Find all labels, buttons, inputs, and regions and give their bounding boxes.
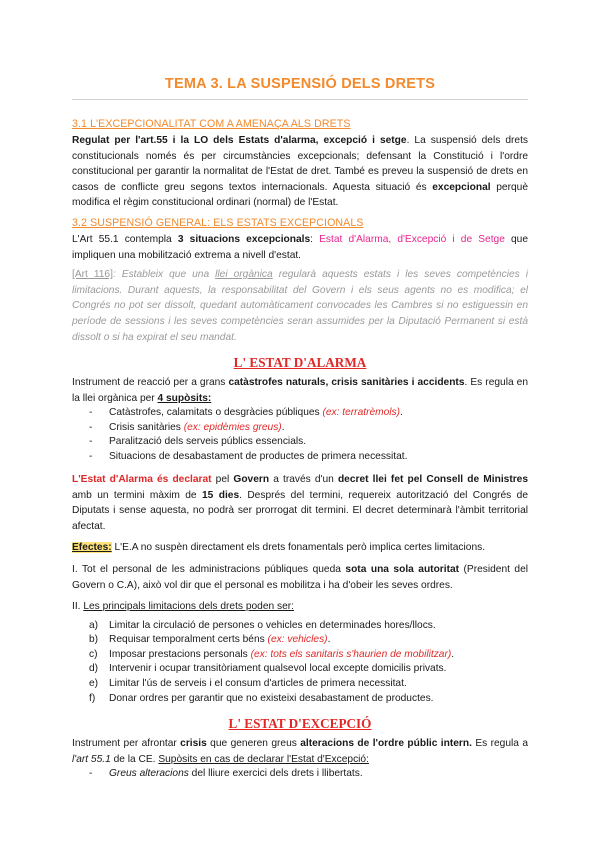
- bold-term: decret llei fet pel Consell de Ministres: [337, 473, 529, 485]
- text-run: . Després del termini, requereix autorització del Congrés de Diputats i sense aquesta, no podrà ser prorrogat dit termini. El decret determinarà l'àmbit territorial afectat.: [72, 489, 528, 532]
- item-text: Limitar la circulació de persones o vehicles en determinades hores/llocs.: [109, 619, 436, 631]
- text-run: :: [310, 233, 320, 245]
- text-run: Instrument de reacció per a grans: [72, 377, 229, 389]
- text-run: pel: [211, 473, 234, 485]
- list-item: [89, 633, 528, 648]
- list-item: [89, 619, 528, 634]
- text-run: amb un termini màxim de: [72, 489, 202, 501]
- list-item: [89, 648, 528, 663]
- item-example: (ex: epidèmies greus): [183, 421, 282, 433]
- item-label: d): [89, 663, 99, 675]
- text-run: Es regula a: [471, 738, 528, 750]
- bold-term: catàstrofes naturals, crisis sanitàries i accidents: [228, 377, 465, 389]
- paragraph-ii: [72, 599, 528, 615]
- red-term: L'Estat d'Alarma: [72, 473, 157, 485]
- bold-term: excepcional: [432, 181, 491, 193]
- limits-label: Les principals limitacions dels drets poden ser:: [83, 601, 294, 613]
- document-page: [72, 76, 528, 782]
- text-run: .: [451, 648, 455, 660]
- item-text: Imposar prestacions personals: [109, 648, 251, 660]
- page-title: TEMA 3. LA SUSPENSIÓ DELS DRETS: [72, 76, 528, 100]
- article-ref: l'art 55.1: [72, 753, 111, 765]
- art-116-note: [72, 267, 528, 345]
- paragraph-i: [72, 562, 528, 593]
- text-run: . La suspensió dels drets constitucionals només és per circumstàncies excepcionals; defensant la Constitució i l'ordre constitucional per garantir la normalitat de l'Estat de dret. També es preveu la suspensió de drets en casos de conflicte greu segons textos internacionals. Aquesta situació és: [72, 135, 528, 193]
- text-run: .: [327, 634, 331, 646]
- alarma-supòsits-list: [72, 406, 528, 464]
- item-example: (ex: vehicles): [267, 634, 328, 646]
- item-text: Paralització dels serveis públics essencials.: [109, 436, 307, 448]
- bold-term: 3 situacions excepcionals: [177, 233, 311, 245]
- text-run: .: [281, 421, 285, 433]
- item-text: Situacions de desabastament de productes de primera necessitat.: [109, 450, 408, 462]
- bold-intro: Regulat per l'art.55 i la LO dels Estats d'alarma, excepció i setge: [72, 135, 407, 146]
- item-text: Catàstrofes, calamitats o desgràcies públiques: [109, 407, 323, 419]
- list-item: [89, 450, 528, 464]
- alarma-intro: [72, 375, 528, 406]
- item-label: f): [89, 692, 96, 704]
- art-reference: [Art 116]: [72, 269, 113, 281]
- section-3-2-heading: 3.2 SUSPENSIÓ GENERAL: ELS ESTATS EXCEPCIONALS: [72, 216, 364, 229]
- item-text: Intervenir i ocupar transitòriament qualsevol local excepte domicilis privats.: [109, 663, 447, 675]
- text-run: I. Tot el personal de les administracions públiques queda: [72, 563, 346, 575]
- list-item: [89, 677, 528, 692]
- item-example: (ex: terratrèmols): [322, 407, 401, 419]
- alarma-heading: [72, 355, 528, 371]
- alarma-declaration: [72, 472, 528, 534]
- text-run: .: [400, 407, 403, 419]
- excepcio-heading: [72, 716, 528, 732]
- item-text: Crisis sanitàries: [109, 421, 184, 433]
- bold-term: Govern: [233, 473, 270, 485]
- item-label: e): [89, 678, 99, 690]
- alarma-heading-text: L' ESTAT D'ALARMA: [233, 355, 367, 371]
- text-run: L'E.A no suspèn directament els drets fonamentals però implica certes limitacions.: [111, 542, 486, 554]
- section-3-1-paragraph: [72, 133, 528, 211]
- list-item: [89, 406, 528, 420]
- supòsits-label: 4 supòsits:: [157, 392, 212, 404]
- supòsits-label: Supòsits en cas de declarar l'Estat d'Excepció:: [158, 753, 369, 765]
- list-item: [89, 767, 528, 781]
- text-run: . Es regula en la llei orgànica per: [72, 377, 528, 404]
- text-run: de la CE.: [110, 753, 159, 765]
- excepcio-intro: [72, 736, 528, 767]
- item-example: (ex: tots els sanitaris s'haurien de mobilitzar): [250, 648, 452, 660]
- item-label: c): [89, 648, 98, 660]
- limits-list: [72, 619, 528, 707]
- text-run: que impliquen una mobilització extrema a nivell d'estat.: [72, 233, 529, 261]
- item-text: Requisar temporalment certs béns: [109, 634, 268, 646]
- item-italic: Greus alteracions: [109, 768, 189, 780]
- excepcio-supòsits-list: [72, 767, 528, 781]
- list-item: [89, 692, 528, 707]
- list-item: [89, 662, 528, 677]
- text-run: (President del Govern o C.A), això vol dir que el personal es mobilitza i ha d'obeir les seves ordres.: [72, 563, 529, 591]
- text-run: a través d'un: [269, 473, 338, 485]
- text-run: L'Art 55.1 contempla: [72, 233, 178, 245]
- bold-term: crisis: [180, 738, 207, 750]
- text-run: Instrument per afrontar: [72, 738, 181, 750]
- bold-term: alteracions de l'ordre públic intern.: [300, 738, 472, 750]
- item-text: Donar ordres per garantir que no existeixi desabastament de productes.: [109, 692, 434, 704]
- efectes-paragraph: [72, 540, 528, 556]
- text-run: : Estableix que una: [112, 269, 216, 281]
- list-item: [89, 435, 528, 449]
- text-run: II.: [72, 601, 84, 613]
- text-run: perquè modifica el règim constitucional ordinari (normal) de l'Estat.: [72, 181, 528, 209]
- item-text: Limitar l'ús de serveis i el consum d'articles de primera necessitat.: [109, 678, 407, 690]
- llei-organica-link: llei orgànica: [215, 269, 273, 281]
- item-text: del lliure exercici dels drets i llibertats.: [188, 768, 363, 780]
- bold-term: 15 dies: [202, 489, 240, 501]
- text-run: regularà aquests estats i les seves competències i limitacions. Durant aquests, la responsabilitat del Govern i els seus agents no es modifica; el Congrés no pot ser dissolt, quedant automàticament convocades les Cambres si no estiguessin en període de sessions i les seves competències seran assumides per la Diputació Permanent si està dissolt o si ha expirat el seu mandat.: [72, 269, 529, 343]
- text-run: que generen greus: [206, 738, 301, 750]
- item-label: b): [89, 634, 99, 646]
- bold-term: sota una sola autoritat: [345, 563, 460, 575]
- efectes-label: Efectes:: [72, 542, 112, 554]
- section-3-1-heading: 3.1 L'EXCEPCIONALITAT COM A AMENAÇA ALS DRETS: [72, 118, 351, 130]
- section-3-2-paragraph: [72, 232, 528, 263]
- excepcio-heading-text: L' ESTAT D'EXCEPCIÓ: [228, 716, 372, 732]
- highlighted-states: Estat d'Alarma, d'Excepció i de Setge: [319, 233, 505, 245]
- red-term: és declarat: [157, 473, 212, 485]
- item-label: a): [89, 619, 99, 631]
- list-item: [89, 421, 528, 435]
